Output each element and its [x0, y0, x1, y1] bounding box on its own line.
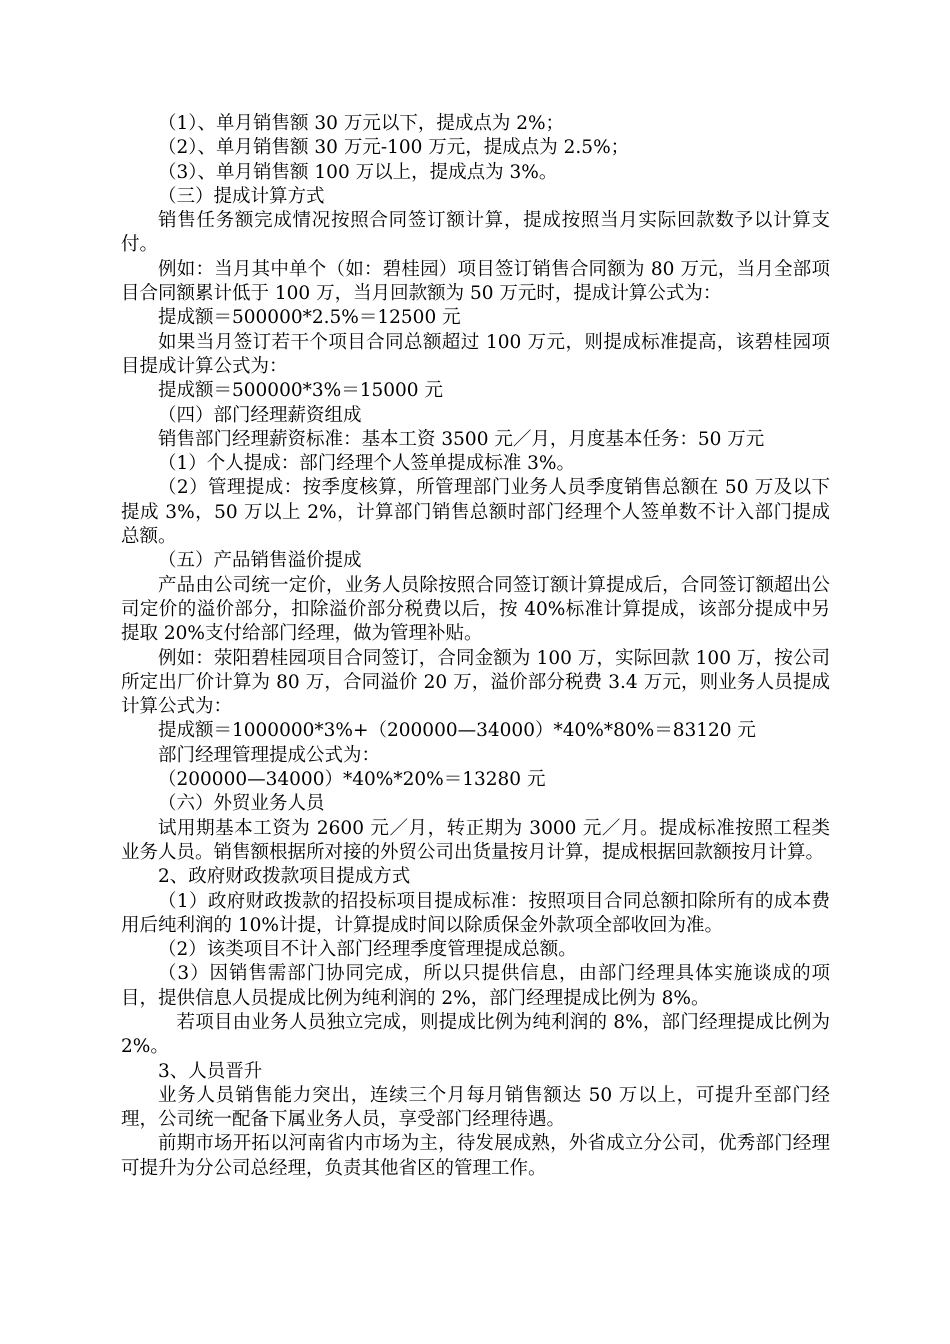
paragraph: 前期市场开拓以河南省内市场为主，待发展成熟，外省成立分公司，优秀部门经理可提升为分公司总经理，负责其他省区的管理工作。 — [121, 1133, 830, 1179]
section-heading: （四）部门经理薪资组成 — [158, 404, 362, 426]
paragraph: （3）、单月销售额 100 万以上，提成点为 3%。 — [158, 161, 558, 183]
formula: （200000—34000）*40%*20%＝13280 元 — [158, 769, 546, 791]
paragraph: 如果当月签订若干个项目合同总额超过 100 万元，则提成标准提高，该碧桂园项目提成计算公式为： — [121, 331, 830, 377]
paragraph: 若项目由业务人员独立完成，则提成比例为纯利润的 8%，部门经理提成比例为 2%。 — [121, 1011, 830, 1058]
formula: 提成额＝500000*2.5%＝12500 元 — [158, 307, 461, 329]
paragraph: 例如：荥阳碧桂园项目合同签订，合同金额为 100 万，实际回款 100 万，按公司所定出厂价计算为 80 万，合同溢价 20 万，溢价部分税费 3.4 万元，则业务人员提成计算公式为： — [121, 647, 830, 718]
paragraph: （1）、单月销售额 30 万元以下，提成点为 2%； — [158, 113, 565, 134]
paragraph: 例如：当月其中单个（如：碧桂园）项目签订销售合同额为 80 万元，当月全部项目合同额累计低于 100 万，当月回款额为 50 万元时，提成计算公式为： — [121, 258, 830, 305]
paragraph: 试用期基本工资为 2600 元／月，转正期为 3000 元／月。提成标准按照工程类业务人员。销售额根据所对接的外贸公司出货量按月计算，提成根据回款额按月计算。 — [121, 817, 830, 863]
paragraph: 产品由公司统一定价，业务人员除按照合同签订额计算提成后，合同签订额超出公司定价的溢价部分，扣除溢价部分税费以后，按 40%标准计算提成，该部分提成中另提取 20%支付给部门经理，做为管理补贴。 — [121, 574, 830, 645]
paragraph: 销售部门经理薪资标准：基本工资 3500 元／月，月度基本任务：50 万元 — [158, 428, 765, 450]
formula: 提成额＝1000000*3%+（200000—34000）*40%*80%＝83120 元 — [158, 720, 756, 742]
paragraph: 业务人员销售能力突出，连续三个月每月销售额达 50 万以上，可提升至部门经理，公司统一配备下属业务人员，享受部门经理待遇。 — [121, 1084, 830, 1131]
paragraph: （1）政府财政拨款的招投标项目提成标准：按照项目合同总额扣除所有的成本费用后纯利润的 10%计提，计算提成时间以除质保金外款项全部收回为准。 — [121, 890, 830, 936]
section-heading: 2、政府财政拨款项目提成方式 — [158, 866, 411, 888]
section-heading: 3、人员晋升 — [158, 1060, 263, 1082]
paragraph: （2）管理提成：按季度核算，所管理部门业务人员季度销售总额在 50 万及以下提成 3%，50 万以上 2%，计算部门销售总额时部门经理个人签单数不计入部门提成总额。 — [121, 477, 830, 548]
formula: 提成额＝500000*3%＝15000 元 — [158, 380, 443, 402]
section-heading: （六）外贸业务人员 — [158, 793, 325, 815]
paragraph: （3）因销售需部门协同完成，所以只提供信息，由部门经理具体实施谈成的项目，提供信息人员提成比例为纯利润的 2%，部门经理提成比例为 8%。 — [121, 963, 830, 1009]
paragraph: 部门经理管理提成公式为： — [158, 744, 381, 766]
section-heading: （三）提成计算方式 — [158, 185, 325, 207]
section-heading: （五）产品销售溢价提成 — [158, 550, 362, 572]
paragraph: 销售任务额完成情况按照合同签订额计算，提成按照当月实际回款数予以计算支付。 — [121, 210, 830, 256]
paragraph: （1）个人提成：部门经理个人签单提成标准 3%。 — [158, 453, 576, 475]
paragraph: （2）该类项目不计入部门经理季度管理提成总额。 — [158, 939, 577, 961]
paragraph: （2）、单月销售额 30 万元-100 万元，提成点为 2.5%； — [158, 137, 630, 159]
